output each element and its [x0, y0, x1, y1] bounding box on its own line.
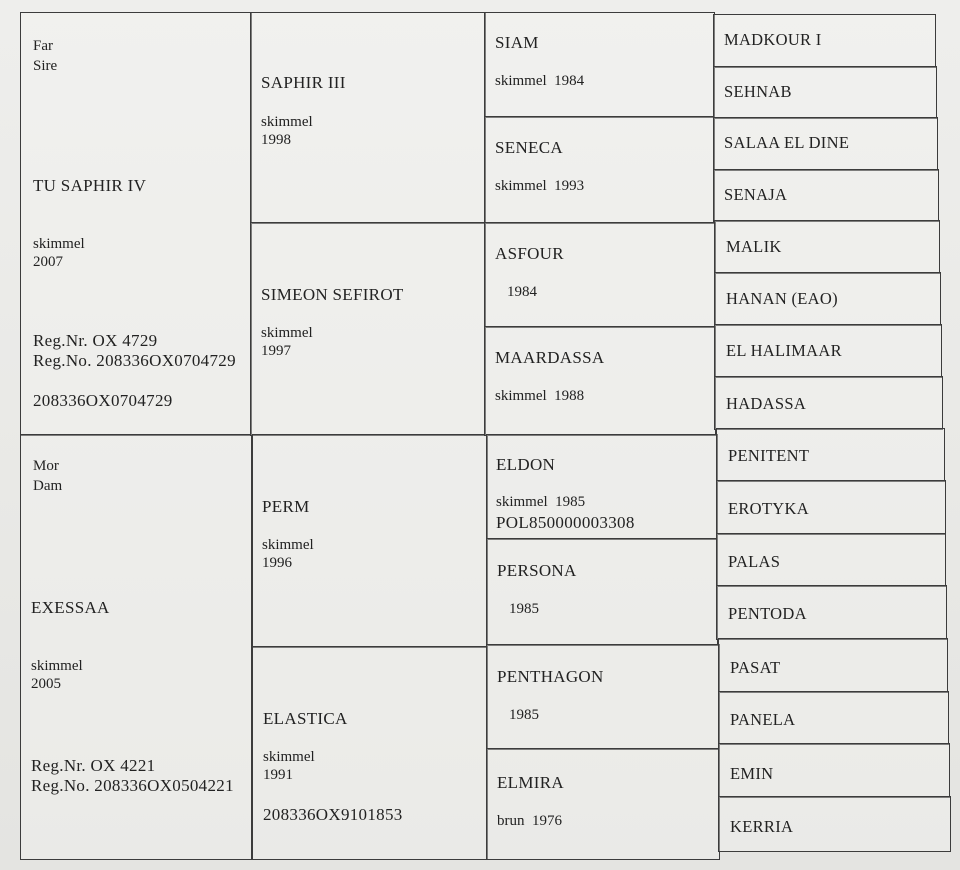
- dam-year: 2005: [31, 676, 61, 692]
- sire-name: TU SAPHIR IV: [33, 176, 147, 195]
- gen3-persona-cell: [486, 538, 718, 646]
- gen3-asfour-name: ASFOUR: [495, 244, 564, 263]
- gen4-name-5: HANAN (EAO): [726, 289, 838, 308]
- dam-reg-nr: Reg.Nr. OX 4221: [31, 756, 156, 775]
- gen4-name-10: PALAS: [728, 552, 781, 571]
- gen3-elmira-info: brun 1976: [497, 813, 562, 829]
- gen4-name-2: SALAA EL DINE: [724, 133, 850, 152]
- gen2-dd-year: 1991: [263, 767, 293, 783]
- gen3-maardassa-info: skimmel 1988: [495, 388, 585, 404]
- gen3-maardassa-name: MAARDASSA: [495, 348, 605, 367]
- gen4-name-11: PENTODA: [728, 604, 807, 623]
- sire-ueln: 208336OX0704729: [33, 391, 173, 410]
- gen3-eldon-reg: POL850000003308: [496, 513, 635, 532]
- gen4-name-4: MALIK: [726, 237, 782, 256]
- dam-cell: [20, 434, 252, 860]
- gen3-elmira-name: ELMIRA: [497, 773, 564, 792]
- label-dam: Dam: [33, 478, 63, 494]
- gen4-name-9: EROTYKA: [728, 499, 809, 518]
- gen2-ds-year: 1996: [262, 555, 292, 571]
- gen4-name-13: PANELA: [730, 710, 796, 729]
- sire-reg-no: Reg.No. 208336OX0704729: [33, 351, 236, 370]
- gen2-ss-name: SAPHIR III: [261, 73, 346, 92]
- label-mor: Mor: [33, 458, 59, 474]
- gen3-persona-name: PERSONA: [497, 561, 577, 580]
- gen4-name-15: KERRIA: [730, 817, 794, 836]
- gen4-name-1: SEHNAB: [724, 82, 792, 101]
- gen3-elmira-cell: [486, 748, 720, 860]
- gen3-asfour-cell: [484, 222, 716, 328]
- gen2-ds-color: skimmel: [262, 537, 314, 553]
- gen3-penthagon-name: PENTHAGON: [497, 667, 604, 686]
- gen4-name-14: EMIN: [730, 764, 774, 783]
- gen3-maardassa-cell: [484, 326, 716, 436]
- gen2-ds-name: PERM: [262, 497, 310, 516]
- sire-year: 2007: [33, 254, 63, 270]
- sire-cell: [20, 12, 252, 436]
- label-sire: Sire: [33, 58, 58, 74]
- gen3-penthagon-info: 1985: [509, 707, 539, 723]
- gen3-siam-name: SIAM: [495, 33, 539, 52]
- gen3-seneca-info: skimmel 1993: [495, 178, 585, 194]
- gen4-name-7: HADASSA: [726, 394, 807, 413]
- gen3-eldon-name: ELDON: [496, 455, 556, 474]
- gen4-name-8: PENITENT: [728, 446, 810, 465]
- gen3-siam-info: skimmel 1984: [495, 73, 585, 89]
- gen3-seneca-name: SENECA: [495, 138, 563, 157]
- label-far: Far: [33, 38, 53, 54]
- gen3-persona-info: 1985: [509, 601, 539, 617]
- gen2-ss-color: skimmel: [261, 114, 313, 130]
- gen2-dd-reg: 208336OX9101853: [263, 805, 403, 824]
- gen3-asfour-info: 1984: [507, 284, 537, 300]
- gen4-name-0: MADKOUR I: [724, 30, 822, 49]
- gen2-dd-name: ELASTICA: [263, 709, 348, 728]
- dam-color: skimmel: [31, 658, 83, 674]
- gen2-sd-color: skimmel: [261, 325, 313, 341]
- gen3-eldon-info: skimmel 1985: [496, 494, 586, 510]
- gen4-name-3: SENAJA: [724, 185, 788, 204]
- gen4-name-6: EL HALIMAAR: [726, 341, 842, 360]
- dam-name: EXESSAA: [31, 598, 110, 617]
- gen2-sd-year: 1997: [261, 343, 291, 359]
- gen3-seneca-cell: [484, 116, 715, 224]
- gen2-ss-year: 1998: [261, 132, 291, 148]
- gen4-name-12: PASAT: [730, 658, 781, 677]
- sire-reg-nr: Reg.Nr. OX 4729: [33, 331, 158, 350]
- gen3-penthagon-cell: [486, 644, 720, 750]
- sire-color: skimmel: [33, 236, 85, 252]
- dam-reg-no: Reg.No. 208336OX0504221: [31, 776, 234, 795]
- gen2-sd-name: SIMEON SEFIROT: [261, 285, 404, 304]
- gen2-dd-color: skimmel: [263, 749, 315, 765]
- gen3-siam-cell: [484, 12, 715, 118]
